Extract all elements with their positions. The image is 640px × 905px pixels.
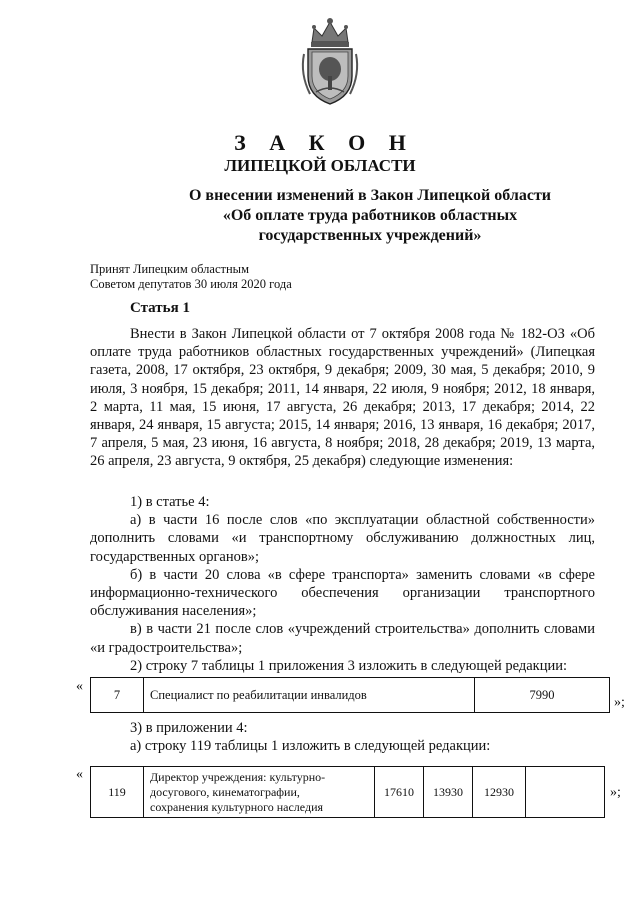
table-cell-position [144,767,375,818]
law-region: ЛИПЕЦКОЙ ОБЛАСТИ [224,156,416,175]
close-quote: »; [614,695,625,710]
adoption-line: Принят Липецким областным [90,262,249,276]
close-quote: »; [610,785,621,800]
article-heading: Статья 1 [130,300,190,316]
amendment-item-1c: в) в части 21 после слов «учреждений строительства» дополнить словами «и градостроительства»; [90,621,595,656]
open-quote: « [76,767,83,782]
amendments-list [90,493,595,675]
position-line: досугового, кинематографии, [150,784,300,799]
table-cell-value: 12930 [473,767,526,818]
subject-line: государственных учреждений» [258,227,482,244]
table-cell-value: 17610 [375,767,424,818]
table-cell-value [526,767,605,818]
amendment-table-1 [90,677,610,713]
position-line: Директор учреждения: культурно- [150,769,326,784]
coat-of-arms-icon [298,14,362,106]
adoption-note [90,262,292,292]
amendment-item-2: 2) строку 7 таблицы 1 приложения 3 изложить в следующей редакции: [130,657,568,674]
law-title: З А К О Н [234,130,415,155]
amendments-list-continued [90,719,595,755]
subject-line: О внесении изменений в Закон Липецкой области [188,187,552,204]
amendment-item-1a: а) в части 16 после слов «по эксплуатации областной собственности» дополнить словами «и транспортному обслуживанию должностных лиц, государственных органов»; [90,512,595,565]
table-cell-salary: 7990 [475,678,610,713]
open-quote: « [76,679,83,694]
amendment-table-2 [90,766,605,818]
table-row [91,678,610,713]
position-line: сохранения культурного наследия [150,799,324,814]
amendment-item-3a: а) строку 119 таблицы 1 изложить в следующей редакции: [130,738,491,755]
table-cell-number: 7 [91,678,144,713]
adoption-line: Советом депутатов 30 июля 2020 года [90,277,292,291]
subject-line: «Об оплате труда работников областных [222,207,518,224]
table-row [91,767,605,818]
article-intro: Внести в Закон Липецкой области от 7 октября 2008 года № 182-ОЗ «Об оплате труда работников областных государственных учреждений» (Липецкая газета, 2008, 17 октября, 23 октября, 9 декабря; 2009, 30 мая, 5 декабря; 2010, 9 июля, 3 ноября, 15 декабря; 2011, 14 января, 22 июля, 9 ноября; 2012, 18 января, 2 марта, 11 мая, 15 июня, 17 августа, 26 декабря; 2013, 17 декабря; 2014, 22 января, 24 января, 15 августа; 2015, 14 января; 2016, 13 января, 16 декабря; 2017, 7 апреля, 5 мая, 23 июня, 16 августа, 8 ноября; 2018, 28 декабря; 2019, 13 марта, 26 апреля, 23 августа, 9 октября, 25 декабря) следующие изменения: [90,326,595,470]
table-cell-value: 13930 [424,767,473,818]
table-cell-position: Специалист по реабилитации инвалидов [144,678,475,713]
law-subject [100,186,640,246]
amendment-item-1b: б) в части 20 слова «в сфере транспорта» заменить словами «в сфере информационно-технического обеспечения организации транспортного обслуживания населения»; [90,566,595,620]
amendment-item-3: 3) в приложении 4: [130,720,248,736]
table-cell-number: 119 [91,767,144,818]
amendment-item-1: 1) в статье 4: [130,494,210,510]
